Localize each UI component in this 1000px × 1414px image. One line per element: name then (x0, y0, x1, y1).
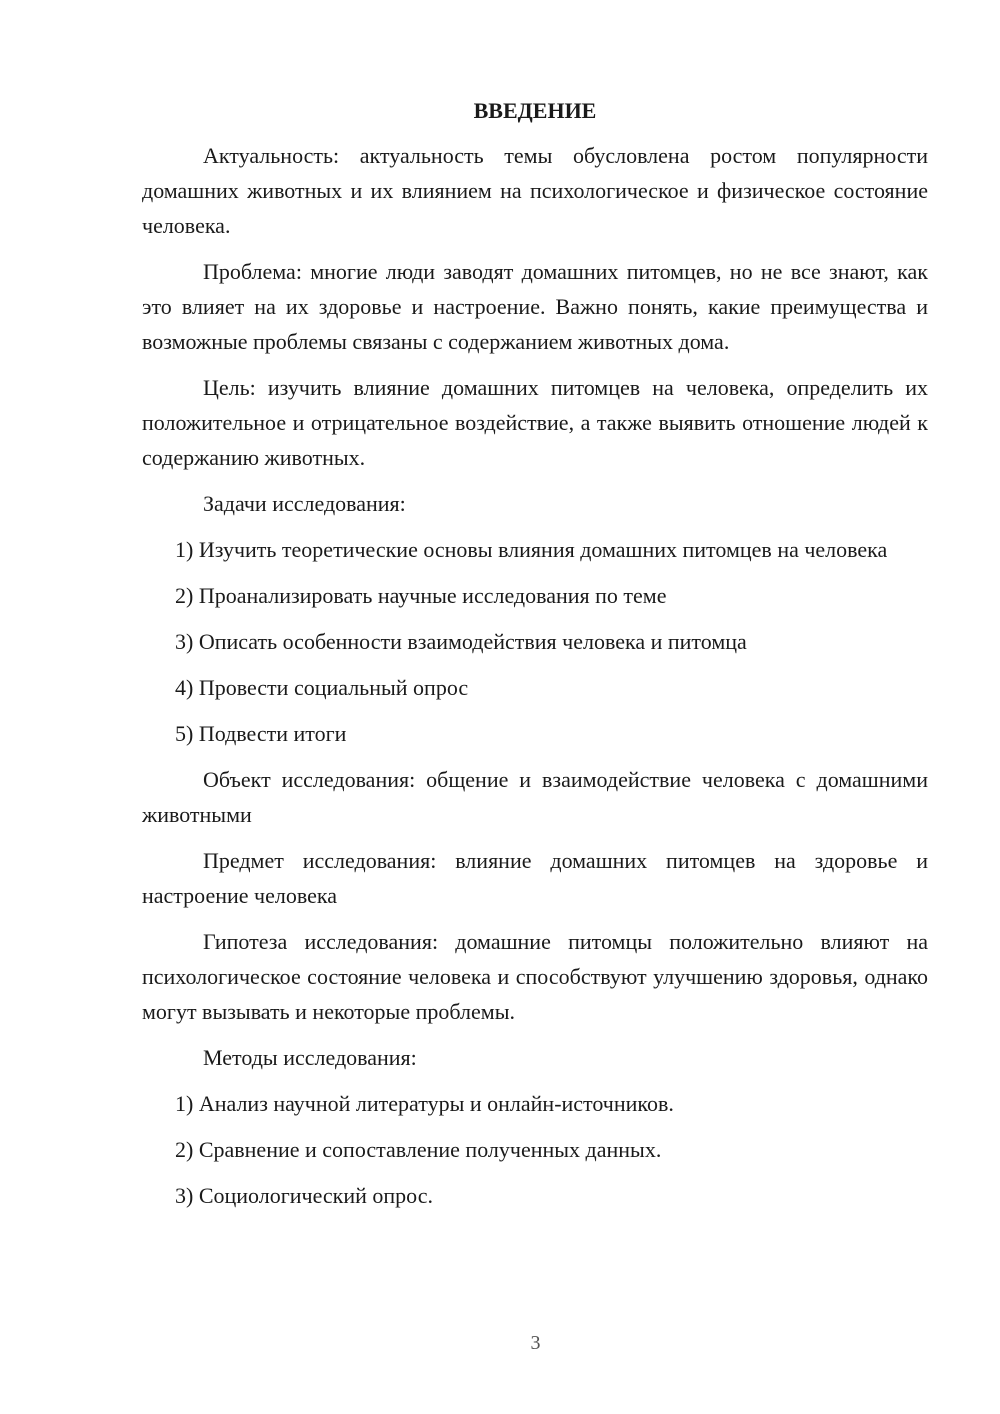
relevance-paragraph: Актуальность: актуальность темы обусловлена ростом популярности домашних животных и их влиянием на психологическое и физическое состояние человека. (142, 143, 928, 238)
subject-paragraph: Предмет исследования: влияние домашних питомцев на здоровье и настроение человека (142, 848, 928, 908)
methods-heading: Методы исследования: (203, 1045, 417, 1070)
document-page (142, 93, 928, 1224)
hypothesis-paragraph: Гипотеза исследования: домашние питомцы положительно влияют на психологическое состояние человека и способствуют улучшению здоровья, однако могут вызывать и некоторые проблемы. (142, 929, 928, 1024)
tasks-heading: Задачи исследования: (203, 491, 406, 516)
goal-paragraph: Цель: изучить влияние домашних питомцев на человека, определить их положительное и отрицательное воздействие, а также выявить отношение людей к содержанию животных. (142, 375, 928, 470)
method-item: 2) Сравнение и сопоставление полученных данных. (175, 1137, 662, 1162)
task-item: 4) Провести социальный опрос (175, 675, 469, 700)
task-item: 5) Подвести итоги (175, 721, 347, 746)
section-title: ВВЕДЕНИЕ (473, 98, 597, 123)
page-number: 3 (530, 1332, 541, 1354)
task-item: 1) Изучить теоретические основы влияния домашних питомцев на человека (175, 537, 888, 562)
method-item: 1) Анализ научной литературы и онлайн-источников. (175, 1091, 674, 1116)
problem-paragraph: Проблема: многие люди заводят домашних питомцев, но не все знают, как это влияет на их здоровье и настроение. Важно понять, какие преимущества и возможные проблемы связаны с содержанием животных дома. (142, 259, 928, 354)
method-item: 3) Социологический опрос. (175, 1183, 433, 1208)
task-item: 2) Проанализировать научные исследования по теме (175, 583, 667, 608)
object-paragraph: Объект исследования: общение и взаимодействие человека с домашними животными (142, 767, 928, 827)
task-item: 3) Описать особенности взаимодействия человека и питомца (175, 629, 747, 654)
